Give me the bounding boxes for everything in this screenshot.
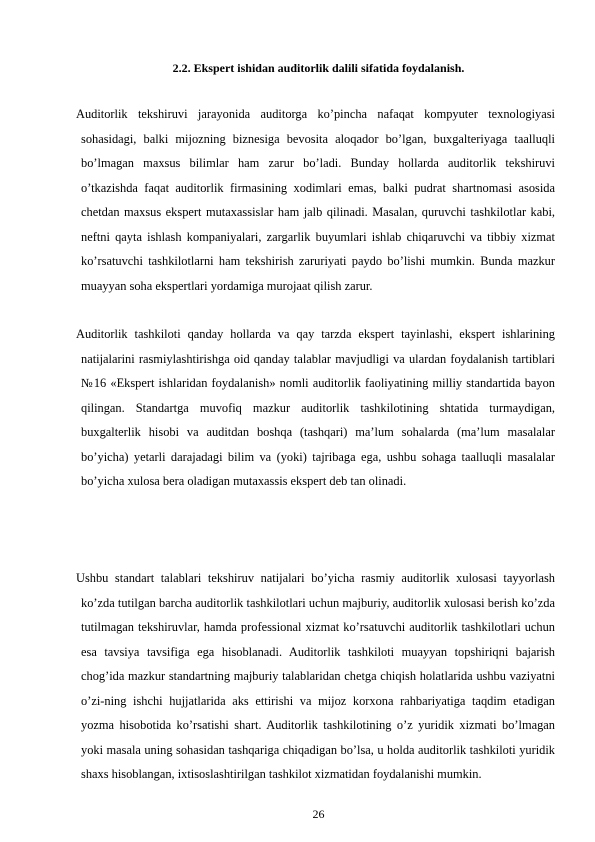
paragraph-2: Auditorlik tashkiloti qanday hollarda va qay tarzda ekspert tayinlashi, ekspert ishlarining natijalarini rasmiylashtirishga oid qanday talablar mavjudligi va ulardan foydalanish tartiblari №16 «Ekspert ishlaridan foydalanish» nomli auditorlik faoliyatining milliy standartida bayon qilingan. Standartga muvofiq mazkur auditorlik tashkilotining shtatida turmaydigan, buxgalterlik hisobi va auditdan boshqa (tashqari) ma’lum sohalarda (ma’lum masalalar bo’yicha) yetarli darajadagi bilim va (yoki) tajribaga ega, ushbu sohaga taalluqli masalalar bo’yicha xulosa bera oladigan mutaxassis ekspert deb tan olinadi. (76, 327, 555, 489)
paragraph-3: Ushbu standart talablari tekshiruv natijalari bo’yicha rasmiy auditorlik xulosasi tayyorlash ko’zda tutilgan barcha auditorlik tashkilotlari uchun majburiy, auditorlik xulosasi berish ko’zda tutilmagan tekshiruvlar, hamda professional xizmat ko’rsatuvchi auditorlik tashkilotlari uchun esa tavsiya tavsifiga ega hisoblanadi. Auditorlik tashkiloti muayyan topshiriqni bajarish chog’ida mazkur standartning majburiy talablaridan chetga chiqish holatlarida ushbu vaziyatni o’zi-ning ishchi hujjatlarida aks ettirishi va mijoz korxona rahbariyatiga taqdim etadigan yozma hisobotida ko’rsatishi shart. Auditorlik tashkilotining o’z yuridik xizmati bo’lmagan yoki masala uning sohasidan tashqariga chiqadigan bo’lsa, u holda auditorlik tashkiloti yuridik shaxs hisoblangan, ixtisoslashtirilgan tashkilot xizmatidan foydalanishi mumkin. (76, 571, 555, 782)
section-heading: 2.2. Ekspert ishidan auditorlik dalili sifatida foydalanish. (172, 61, 465, 75)
paragraph-1: Auditorlik tekshiruvi jarayonida auditorga ko’pincha nafaqat kompyuter texnologiyasi sohasidagi, balki mijozning biznesiga bevosita aloqador bo’lgan, buxgalteriyaga taalluqli bo’lmagan maxsus bilimlar ham zarur bo’ladi. Bunday hollarda auditorlik tekshiruvi o’tkazishda faqat auditorlik firmasining xodimlari emas, balki pudrat shartnomasi asosida chetdan maxsus ekspert mutaxassislar ham jalb qilinadi. Masalan, quruvchi tashkilotlar kabi, neftni qayta ishlash kompaniyalari, zargarlik buyumlari ishlab chiqaruvchi va tibbiy xizmat ko’rsatuvchi tashkilotlarni ham tekshirish zaruriyati paydo bo’lishi mumkin. Bunda mazkur muayyan soha ekspertlari yordamiga murojaat qilish zarur. (76, 107, 555, 293)
page-number: 26 (312, 807, 325, 821)
